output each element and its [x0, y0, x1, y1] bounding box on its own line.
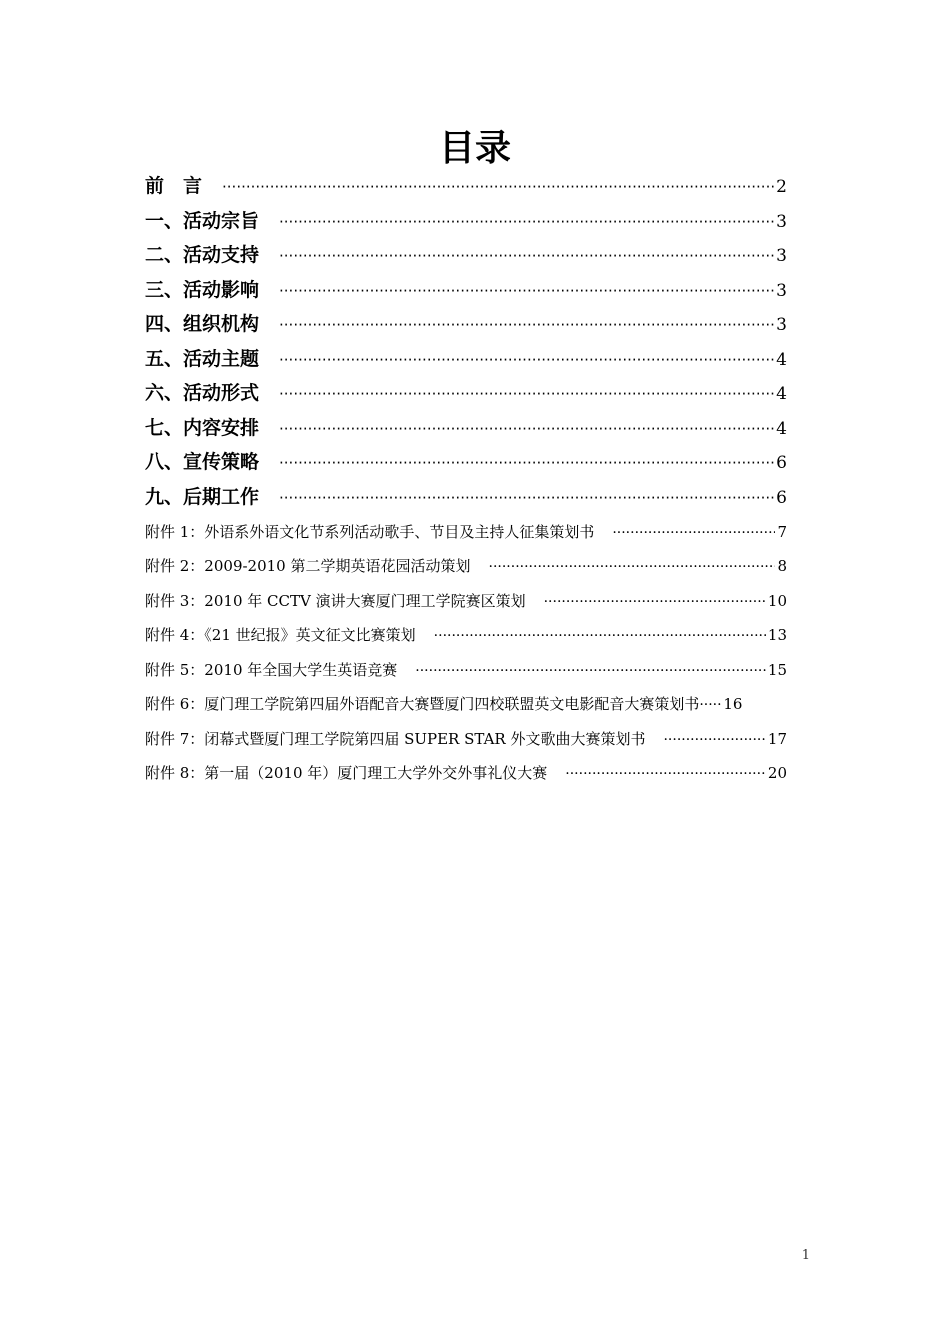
- toc-entry-label: 三、活动影响: [145, 279, 260, 301]
- toc-page-number: 7: [777, 523, 787, 541]
- toc-page-number: 10: [767, 592, 787, 610]
- dot-leader: [489, 554, 776, 580]
- dot-leader: [279, 311, 774, 339]
- toc-page-number: 6: [776, 488, 787, 508]
- toc-entry-appendix-1[interactable]: [145, 519, 787, 545]
- toc-page-number: 4: [776, 419, 787, 439]
- toc-entry-appendix-7[interactable]: [145, 726, 787, 752]
- dot-leader: [222, 173, 774, 201]
- toc-page-number: 20: [767, 764, 787, 782]
- toc-entry-section-1[interactable]: [145, 207, 787, 235]
- toc-entry-appendix-5[interactable]: [145, 657, 787, 683]
- toc-entry-label: 附件 2：2009-2010 第二学期英语花园活动策划: [145, 557, 471, 575]
- toc-entry-label: 附件 4：《21 世纪报》英文征文比赛策划: [145, 626, 416, 644]
- toc-entry-label: 二、活动支持: [145, 244, 260, 266]
- toc-page-number: 3: [776, 246, 787, 266]
- dot-leader: [415, 658, 766, 684]
- toc-page-number: 4: [776, 384, 787, 404]
- toc-entry-label: 附件 8：第一届（2010 年）厦门理工大学外交外事礼仪大赛: [145, 764, 548, 782]
- toc-entry-label: 六、活动形式: [145, 382, 260, 404]
- toc-entry-section-9[interactable]: [145, 483, 787, 511]
- toc-entry-label: 附件 5：2010 年全国大学生英语竞赛: [145, 661, 398, 679]
- toc-page-number: 13: [767, 626, 787, 644]
- toc-entry-label: 附件 7：闭幕式暨厦门理工学院第四届 SUPER STAR 外文歌曲大赛策划书: [145, 730, 646, 748]
- toc-entry-appendix-4[interactable]: [145, 622, 787, 648]
- toc-entry-label: 附件 6：厦门理工学院第四届外语配音大赛暨厦门四校联盟英文电影配音大赛策划书: [145, 695, 700, 713]
- toc-entry-label: 七、内容安排: [145, 417, 260, 439]
- toc-entry-label: 五、活动主题: [145, 348, 260, 370]
- dot-leader: [565, 761, 766, 787]
- toc-page-number: 2: [776, 177, 787, 197]
- dot-leader: [279, 449, 774, 477]
- toc-entry-section-2[interactable]: [145, 241, 787, 269]
- dot-leader: [279, 242, 774, 270]
- toc-entry-section-8[interactable]: [145, 448, 787, 476]
- toc-page-number: 3: [776, 212, 787, 232]
- dot-leader: [663, 727, 765, 753]
- toc-page-number: 15: [767, 661, 787, 679]
- dot-leader: [434, 623, 766, 649]
- dot-leader: [544, 589, 766, 615]
- toc-entry-appendix-2[interactable]: [145, 553, 787, 579]
- toc-entry-section-7[interactable]: [145, 414, 787, 442]
- toc-page-number: 3: [776, 315, 787, 335]
- toc-entry-label: 八、宣传策略: [145, 451, 260, 473]
- dot-leader: [279, 346, 774, 374]
- toc-entry-section-6[interactable]: [145, 379, 787, 407]
- toc-page-number: 16: [723, 695, 743, 713]
- toc-entry-section-4[interactable]: [145, 310, 787, 338]
- toc-entry-label: 四、组织机构: [145, 313, 260, 335]
- toc-page-number: 6: [776, 453, 787, 473]
- toc-entry-preface[interactable]: [145, 172, 787, 200]
- dot-leader: [699, 692, 721, 718]
- dot-leader: [279, 277, 774, 305]
- dot-leader: [279, 415, 774, 443]
- toc-entry-appendix-8[interactable]: [145, 760, 787, 786]
- toc-entry-appendix-3[interactable]: [145, 588, 787, 614]
- page-title: 目录: [438, 128, 511, 169]
- dot-leader: [279, 484, 774, 512]
- toc-page-number: 4: [776, 350, 787, 370]
- toc-entry-label: 一、活动宗旨: [145, 210, 260, 232]
- toc-page-number: 17: [767, 730, 787, 748]
- toc-entry-section-5[interactable]: [145, 345, 787, 373]
- toc-entry-section-3[interactable]: [145, 276, 787, 304]
- toc-entry-appendix-6[interactable]: [145, 691, 787, 717]
- toc-page-number: 8: [777, 557, 787, 575]
- toc-entry-label: 前 言: [145, 175, 203, 197]
- dot-leader: [612, 520, 775, 546]
- dot-leader: [279, 208, 774, 236]
- toc-entry-label: 九、后期工作: [145, 486, 260, 508]
- toc-entry-label: 附件 1：外语系外语文化节系列活动歌手、节目及主持人征集策划书: [145, 523, 595, 541]
- footer-page-number: 1: [801, 1248, 810, 1263]
- dot-leader: [279, 380, 774, 408]
- toc-entry-label: 附件 3：2010 年 CCTV 演讲大赛厦门理工学院赛区策划: [145, 592, 526, 610]
- toc-page-number: 3: [776, 281, 787, 301]
